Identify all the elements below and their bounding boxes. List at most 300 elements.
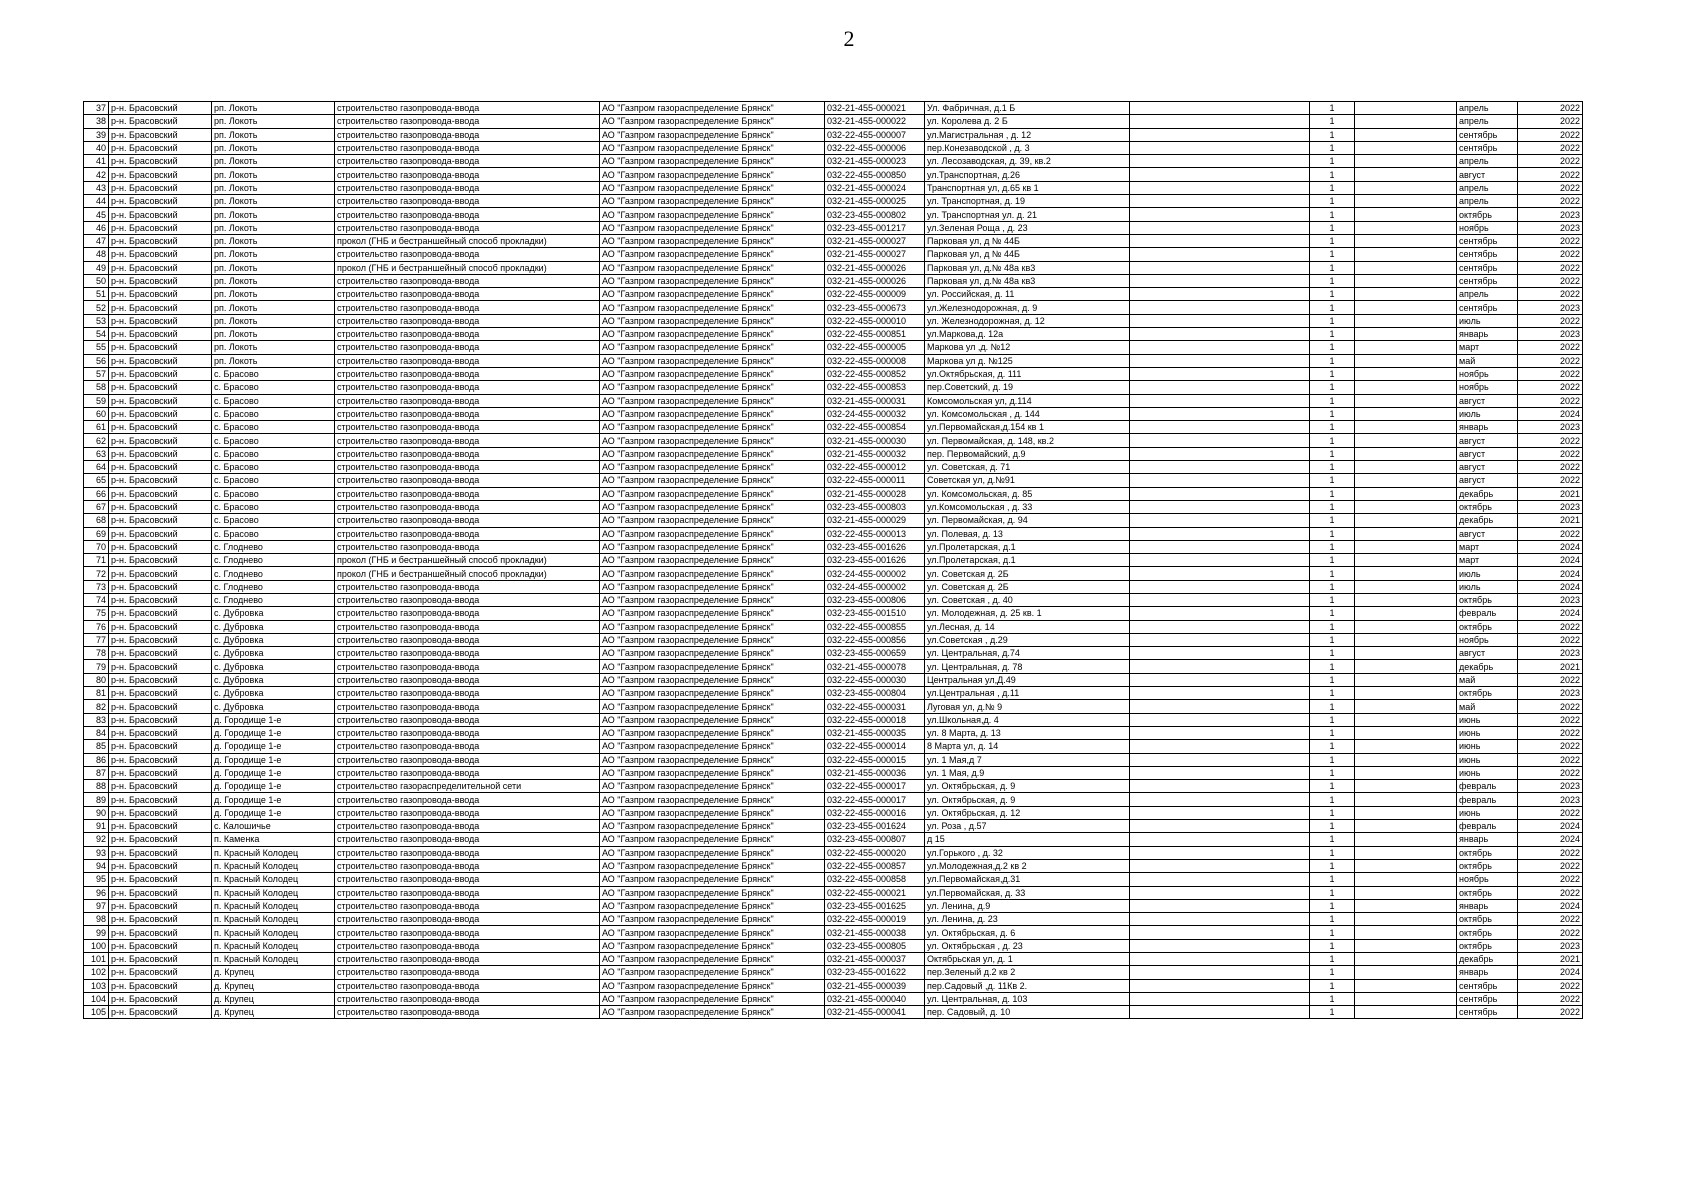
empty-cell [1130,780,1310,793]
quantity: 1 [1310,593,1355,606]
empty-cell [1130,221,1310,234]
row-number: 104 [84,992,109,1005]
organization: АО "Газпром газораспределение Брянск" [600,221,825,234]
row-number: 62 [84,434,109,447]
row-number: 68 [84,514,109,527]
district: р-н. Брасовский [109,700,212,713]
work-type: строительство газопровода-ввода [335,514,600,527]
settlement: рп. Локоть [212,274,335,287]
address: ул.Октябрьская, д. 111 [925,367,1130,380]
application-number: 032-22-455-000021 [825,886,925,899]
settlement: п. Красный Колодец [212,939,335,952]
month: январь [1457,899,1518,912]
district: р-н. Брасовский [109,620,212,633]
application-number: 032-22-455-000015 [825,753,925,766]
quantity: 1 [1310,726,1355,739]
year: 2022 [1518,620,1583,633]
row-number: 102 [84,966,109,979]
month: январь [1457,328,1518,341]
district: р-н. Брасовский [109,474,212,487]
address: ул. Октябрьская , д. 23 [925,939,1130,952]
empty-cell [1355,461,1457,474]
row-number: 49 [84,261,109,274]
application-number: 032-23-455-000804 [825,687,925,700]
empty-cell [1355,128,1457,141]
empty-cell [1130,633,1310,646]
district: р-н. Брасовский [109,647,212,660]
year: 2022 [1518,234,1583,247]
table-row [84,540,1583,553]
settlement: с. Дубровка [212,673,335,686]
month: сентябрь [1457,234,1518,247]
work-type: строительство газопровода-ввода [335,540,600,553]
district: р-н. Брасовский [109,939,212,952]
empty-cell [1130,261,1310,274]
application-number: 032-21-455-000027 [825,248,925,261]
work-type: строительство газопровода-ввода [335,673,600,686]
settlement: с. Дубровка [212,620,335,633]
register-table [83,101,1583,1019]
application-number: 032-22-455-000018 [825,713,925,726]
work-type: строительство газопровода-ввода [335,474,600,487]
quantity: 1 [1310,394,1355,407]
address: Маркова ул д. №125 [925,354,1130,367]
empty-cell [1130,421,1310,434]
table-row [84,367,1583,380]
table-row [84,328,1583,341]
district: р-н. Брасовский [109,966,212,979]
empty-cell [1130,381,1310,394]
row-number: 91 [84,820,109,833]
settlement: п. Красный Колодец [212,953,335,966]
district: р-н. Брасовский [109,1006,212,1019]
year: 2023 [1518,221,1583,234]
quantity: 1 [1310,633,1355,646]
district: р-н. Брасовский [109,740,212,753]
month: сентябрь [1457,1006,1518,1019]
quantity: 1 [1310,434,1355,447]
empty-cell [1355,673,1457,686]
year: 2022 [1518,195,1583,208]
table-row [84,833,1583,846]
row-number: 46 [84,221,109,234]
year: 2024 [1518,966,1583,979]
empty-cell [1355,833,1457,846]
empty-cell [1355,234,1457,247]
settlement: с. Брасово [212,394,335,407]
year: 2024 [1518,607,1583,620]
district: р-н. Брасовский [109,354,212,367]
empty-cell [1130,394,1310,407]
district: р-н. Брасовский [109,221,212,234]
application-number: 032-21-455-000037 [825,953,925,966]
row-number: 77 [84,633,109,646]
empty-cell [1355,660,1457,673]
empty-cell [1355,115,1457,128]
settlement: рп. Локоть [212,248,335,261]
district: р-н. Брасовский [109,713,212,726]
settlement: рп. Локоть [212,155,335,168]
row-number: 59 [84,394,109,407]
month: июнь [1457,806,1518,819]
work-type: строительство газопровода-ввода [335,806,600,819]
address: Парковая ул, д № 44Б [925,248,1130,261]
row-number: 50 [84,274,109,287]
work-type: строительство газопровода-ввода [335,314,600,327]
table-row [84,461,1583,474]
district: р-н. Брасовский [109,195,212,208]
organization: АО "Газпром газораспределение Брянск" [600,527,825,540]
empty-cell [1355,514,1457,527]
month: август [1457,647,1518,660]
table-row [84,647,1583,660]
row-number: 85 [84,740,109,753]
organization: АО "Газпром газораспределение Брянск" [600,886,825,899]
table-row [84,992,1583,1005]
page-number: 2 [843,26,855,51]
year: 2022 [1518,155,1583,168]
row-number: 65 [84,474,109,487]
empty-cell [1130,248,1310,261]
empty-cell [1130,554,1310,567]
empty-cell [1355,407,1457,420]
table-row [84,753,1583,766]
table-row [84,766,1583,779]
settlement: д. Городище 1-е [212,793,335,806]
work-type: строительство газопровода-ввода [335,328,600,341]
empty-cell [1130,647,1310,660]
organization: АО "Газпром газораспределение Брянск" [600,115,825,128]
district: р-н. Брасовский [109,447,212,460]
quantity: 1 [1310,992,1355,1005]
row-number: 100 [84,939,109,952]
address: ул.Железнодорожная, д. 9 [925,301,1130,314]
year: 2022 [1518,979,1583,992]
district: р-н. Брасовский [109,421,212,434]
table-row [84,620,1583,633]
month: сентябрь [1457,261,1518,274]
row-number: 88 [84,780,109,793]
row-number: 42 [84,168,109,181]
application-number: 032-21-455-000024 [825,181,925,194]
settlement: рп. Локоть [212,195,335,208]
district: р-н. Брасовский [109,141,212,154]
row-number: 70 [84,540,109,553]
quantity: 1 [1310,939,1355,952]
application-number: 032-22-455-000009 [825,288,925,301]
application-number: 032-21-455-000029 [825,514,925,527]
quantity: 1 [1310,421,1355,434]
address: ул.Первомайская,д.154 кв 1 [925,421,1130,434]
row-number: 47 [84,234,109,247]
application-number: 032-22-455-000850 [825,168,925,181]
table-row [84,966,1583,979]
row-number: 97 [84,899,109,912]
address: ул. Роза , д.57 [925,820,1130,833]
table-row [84,593,1583,606]
district: р-н. Брасовский [109,766,212,779]
year: 2022 [1518,926,1583,939]
address: ул. Советская д. 2Б [925,567,1130,580]
year: 2022 [1518,806,1583,819]
organization: АО "Газпром газораспределение Брянск" [600,726,825,739]
empty-cell [1130,354,1310,367]
address: ул. Комсомольская , д. 144 [925,407,1130,420]
year: 2023 [1518,939,1583,952]
empty-cell [1130,859,1310,872]
year: 2024 [1518,567,1583,580]
work-type: строительство газопровода-ввода [335,913,600,926]
address: ул.Транспортная, д.26 [925,168,1130,181]
address: ул.Центральная , д.11 [925,687,1130,700]
district: р-н. Брасовский [109,407,212,420]
table-row [84,248,1583,261]
empty-cell [1130,833,1310,846]
application-number: 032-23-455-000659 [825,647,925,660]
table-row [84,301,1583,314]
address: Парковая ул, д.№ 48а кв3 [925,261,1130,274]
work-type: строительство газопровода-ввода [335,713,600,726]
settlement: д. Крупец [212,1006,335,1019]
district: р-н. Брасовский [109,726,212,739]
empty-cell [1130,514,1310,527]
work-type: строительство газопровода-ввода [335,899,600,912]
quantity: 1 [1310,208,1355,221]
month: сентябрь [1457,248,1518,261]
month: ноябрь [1457,367,1518,380]
work-type: прокол (ГНБ и бестраншейный способ прокладки) [335,567,600,580]
month: октябрь [1457,859,1518,872]
work-type: строительство газопровода-ввода [335,953,600,966]
address: ул. Первомайская, д. 148, кв.2 [925,434,1130,447]
application-number: 032-22-455-000008 [825,354,925,367]
empty-cell [1130,168,1310,181]
quantity: 1 [1310,168,1355,181]
district: р-н. Брасовский [109,288,212,301]
month: май [1457,700,1518,713]
empty-cell [1355,248,1457,261]
address: Октябрьская ул, д. 1 [925,953,1130,966]
empty-cell [1355,221,1457,234]
address: ул. Центральная, д. 78 [925,660,1130,673]
address: ул. Первомайская, д. 94 [925,514,1130,527]
settlement: д. Городище 1-е [212,726,335,739]
address: д 15 [925,833,1130,846]
organization: АО "Газпром газораспределение Брянск" [600,195,825,208]
work-type: строительство газопровода-ввода [335,687,600,700]
table-row [84,806,1583,819]
organization: АО "Газпром газораспределение Брянск" [600,833,825,846]
empty-cell [1130,155,1310,168]
table-row [84,195,1583,208]
table-row [84,726,1583,739]
district: р-н. Брасовский [109,979,212,992]
row-number: 45 [84,208,109,221]
organization: АО "Газпром газораспределение Брянск" [600,859,825,872]
organization: АО "Газпром газораспределение Брянск" [600,474,825,487]
organization: АО "Газпром газораспределение Брянск" [600,766,825,779]
table-row [84,288,1583,301]
empty-cell [1355,102,1457,115]
year: 2023 [1518,301,1583,314]
empty-cell [1355,447,1457,460]
row-number: 67 [84,500,109,513]
work-type: строительство газопровода-ввода [335,288,600,301]
empty-cell [1355,926,1457,939]
organization: АО "Газпром газораспределение Брянск" [600,487,825,500]
district: р-н. Брасовский [109,128,212,141]
year: 2022 [1518,394,1583,407]
settlement: рп. Локоть [212,354,335,367]
table-row [84,354,1583,367]
year: 2022 [1518,447,1583,460]
application-number: 032-22-455-000012 [825,461,925,474]
district: р-н. Брасовский [109,687,212,700]
organization: АО "Газпром газораспределение Брянск" [600,873,825,886]
quantity: 1 [1310,115,1355,128]
table-row [84,820,1583,833]
month: октябрь [1457,939,1518,952]
address: ул.Школьная,д. 4 [925,713,1130,726]
month: май [1457,354,1518,367]
address: Ул. Фабричная, д.1 Б [925,102,1130,115]
empty-cell [1355,766,1457,779]
month: июнь [1457,766,1518,779]
application-number: 032-21-455-000040 [825,992,925,1005]
settlement: рп. Локоть [212,115,335,128]
table-row [84,713,1583,726]
district: р-н. Брасовский [109,540,212,553]
row-number: 89 [84,793,109,806]
organization: АО "Газпром газораспределение Брянск" [600,713,825,726]
month: февраль [1457,793,1518,806]
district: р-н. Брасовский [109,527,212,540]
row-number: 56 [84,354,109,367]
year: 2023 [1518,328,1583,341]
quantity: 1 [1310,979,1355,992]
empty-cell [1130,753,1310,766]
row-number: 78 [84,647,109,660]
table-row [84,234,1583,247]
table-row [84,155,1583,168]
table-row [84,660,1583,673]
application-number: 032-23-455-001217 [825,221,925,234]
row-number: 90 [84,806,109,819]
organization: АО "Газпром газораспределение Брянск" [600,461,825,474]
address: пер.Зеленый д.2 кв 2 [925,966,1130,979]
year: 2024 [1518,833,1583,846]
year: 2022 [1518,367,1583,380]
work-type: строительство газопровода-ввода [335,726,600,739]
application-number: 032-21-455-000078 [825,660,925,673]
year: 2022 [1518,1006,1583,1019]
empty-cell [1355,554,1457,567]
application-number: 032-23-455-000807 [825,833,925,846]
application-number: 032-22-455-000852 [825,367,925,380]
work-type: строительство газопровода-ввода [335,859,600,872]
table-row [84,341,1583,354]
year: 2022 [1518,673,1583,686]
application-number: 032-23-455-000805 [825,939,925,952]
settlement: п. Каменка [212,833,335,846]
empty-cell [1355,913,1457,926]
address: ул.Зеленая Роща , д. 23 [925,221,1130,234]
year: 2023 [1518,687,1583,700]
settlement: п. Красный Колодец [212,846,335,859]
empty-cell [1355,806,1457,819]
application-number: 032-23-455-000802 [825,208,925,221]
empty-cell [1130,141,1310,154]
quantity: 1 [1310,288,1355,301]
empty-cell [1355,155,1457,168]
organization: АО "Газпром газораспределение Брянск" [600,926,825,939]
settlement: с. Брасово [212,514,335,527]
month: март [1457,554,1518,567]
district: р-н. Брасовский [109,793,212,806]
row-number: 54 [84,328,109,341]
organization: АО "Газпром газораспределение Брянск" [600,234,825,247]
year: 2022 [1518,261,1583,274]
empty-cell [1355,753,1457,766]
month: сентябрь [1457,141,1518,154]
month: октябрь [1457,687,1518,700]
settlement: с. Брасово [212,500,335,513]
quantity: 1 [1310,155,1355,168]
empty-cell [1130,793,1310,806]
quantity: 1 [1310,700,1355,713]
register-body [84,102,1583,1019]
row-number: 87 [84,766,109,779]
application-number: 032-21-455-000031 [825,394,925,407]
table-row [84,128,1583,141]
empty-cell [1355,966,1457,979]
district: р-н. Брасовский [109,434,212,447]
empty-cell [1355,886,1457,899]
month: июнь [1457,726,1518,739]
settlement: д. Городище 1-е [212,766,335,779]
quantity: 1 [1310,647,1355,660]
quantity: 1 [1310,873,1355,886]
work-type: строительство газопровода-ввода [335,128,600,141]
address: ул. Октябрьская, д. 9 [925,780,1130,793]
empty-cell [1130,873,1310,886]
empty-cell [1355,527,1457,540]
application-number: 032-23-455-000803 [825,500,925,513]
year: 2022 [1518,859,1583,872]
table-row [84,115,1583,128]
empty-cell [1130,846,1310,859]
empty-cell [1130,274,1310,287]
address: ул. Транспортная ул. д. 21 [925,208,1130,221]
district: р-н. Брасовский [109,780,212,793]
month: июль [1457,567,1518,580]
settlement: с. Брасово [212,487,335,500]
empty-cell [1355,992,1457,1005]
address: ул.Пролетарская, д.1 [925,540,1130,553]
empty-cell [1130,1006,1310,1019]
empty-cell [1130,726,1310,739]
organization: АО "Газпром газораспределение Брянск" [600,102,825,115]
month: март [1457,540,1518,553]
application-number: 032-23-455-001510 [825,607,925,620]
empty-cell [1355,713,1457,726]
work-type: строительство газопровода-ввода [335,487,600,500]
empty-cell [1130,673,1310,686]
district: р-н. Брасовский [109,806,212,819]
address: ул. Ленина, д.9 [925,899,1130,912]
row-number: 99 [84,926,109,939]
address: ул. Лесозаводская, д. 39, кв.2 [925,155,1130,168]
